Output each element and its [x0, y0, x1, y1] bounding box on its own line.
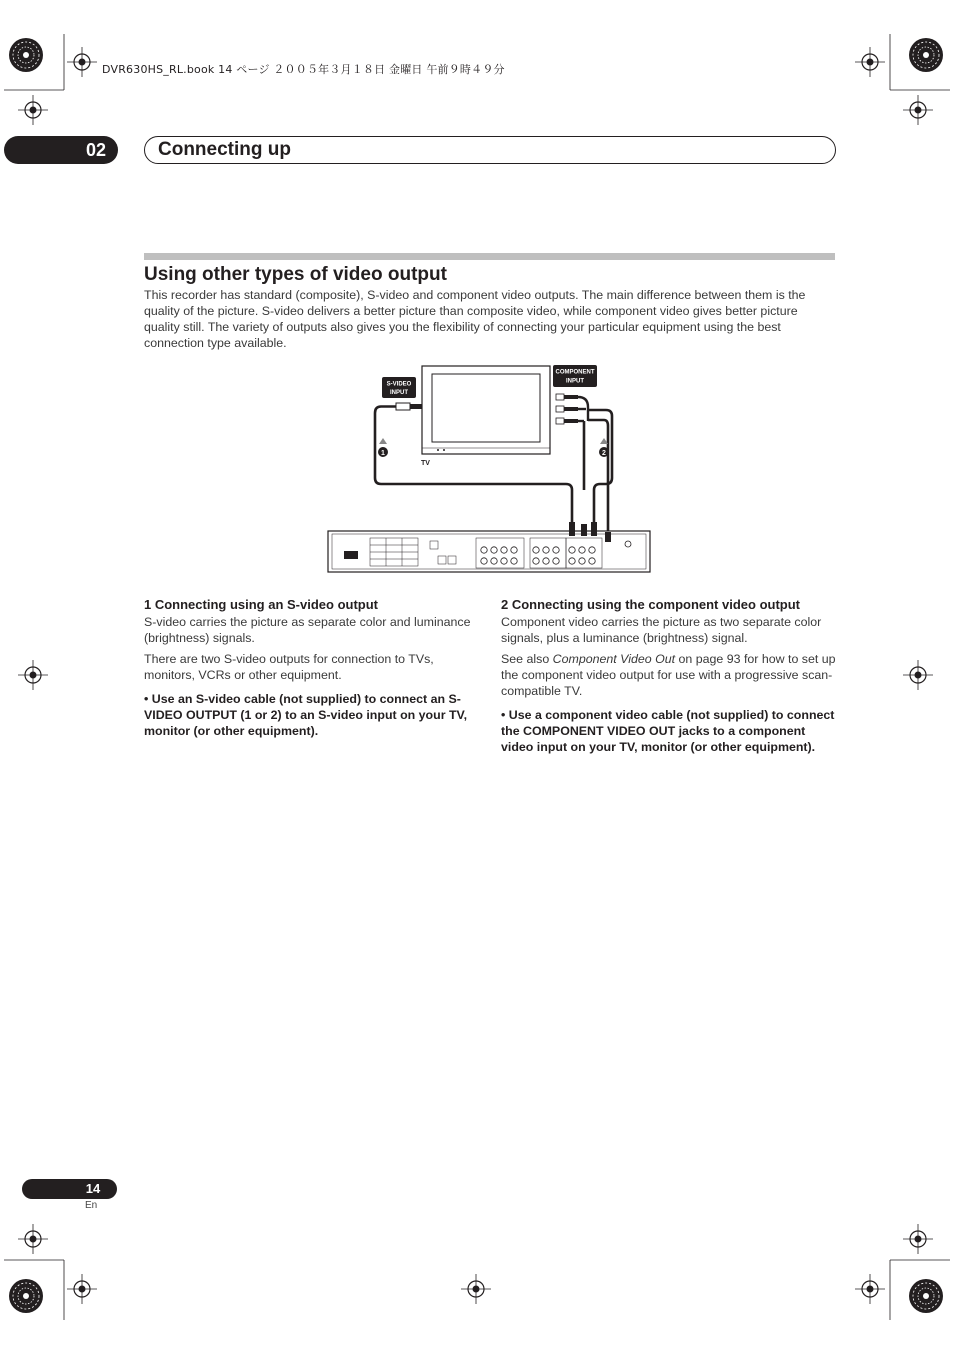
svideo-instruction: • Use an S-video cable (not supplied) to connect an S-VIDEO OUTPUT (1 or 2) to an S-video input on your TV, monitor (or other equipment).: [144, 692, 468, 738]
right-column: [501, 597, 836, 760]
svideo-paragraph-1: S-video carries the picture as separate color and luminance (brightness) signals.: [144, 615, 471, 645]
component-instruction: • Use a component video cable (not supplied) to connect the COMPONENT VIDEO OUT jacks to a component video input on your TV, monitor (or other equipment).: [501, 708, 835, 754]
page-language: En: [85, 1200, 98, 1211]
section-title: Using other types of video output: [144, 264, 447, 285]
component-label-line2: INPUT: [566, 378, 584, 385]
section-rule: [144, 253, 835, 260]
svideo-label-line2: INPUT: [390, 390, 408, 396]
component-video-out-reference: Component Video Out: [552, 652, 676, 666]
component-paragraph-1: Component video carries the picture as two separate color signals, plus a luminance (brightness) signal.: [501, 615, 822, 645]
svg-text:1: 1: [381, 450, 385, 457]
page-number: 14: [85, 1181, 101, 1196]
see-also-suffix: on page 93 for how to set up the component video output for use with a progressive scan-compatible TV.: [501, 652, 836, 698]
intro-paragraph: This recorder has standard (composite), S-video and component video outputs. The main difference between them is the quality of the picture. S-video delivers a better picture than composite video, while component video gives better picture quality still. The variety of outputs also gives you the flexibility of connecting your particular equipment using the best connection type available.: [144, 288, 806, 350]
print-header: DVR630HS_RL.book 14 ページ ２００５年３月１８日 金曜日 午前９時４９分: [102, 63, 505, 76]
left-column: [144, 597, 479, 744]
component-label-line1: COMPONENT: [555, 369, 595, 376]
svg-text:2: 2: [602, 450, 606, 457]
component-cable: [556, 394, 612, 536]
chapter-number: 02: [85, 140, 107, 160]
tv-illustration: [422, 366, 550, 454]
chapter-title: Connecting up: [158, 139, 291, 160]
see-also-text: See also: [501, 652, 553, 666]
svideo-heading: 1 Connecting using an S-video output: [144, 597, 378, 612]
marker-1: [378, 438, 388, 457]
tv-label: TV: [421, 460, 430, 467]
connection-diagram: [326, 360, 654, 576]
svideo-paragraph-2: There are two S-video outputs for connection to TVs, monitors, VCRs or other equipment.: [144, 652, 434, 682]
recorder-rear-panel: [328, 522, 650, 572]
component-paragraph-2: [501, 651, 836, 699]
svideo-label-line1: S-VIDEO: [386, 381, 412, 388]
component-heading: 2 Connecting using the component video output: [501, 597, 800, 612]
